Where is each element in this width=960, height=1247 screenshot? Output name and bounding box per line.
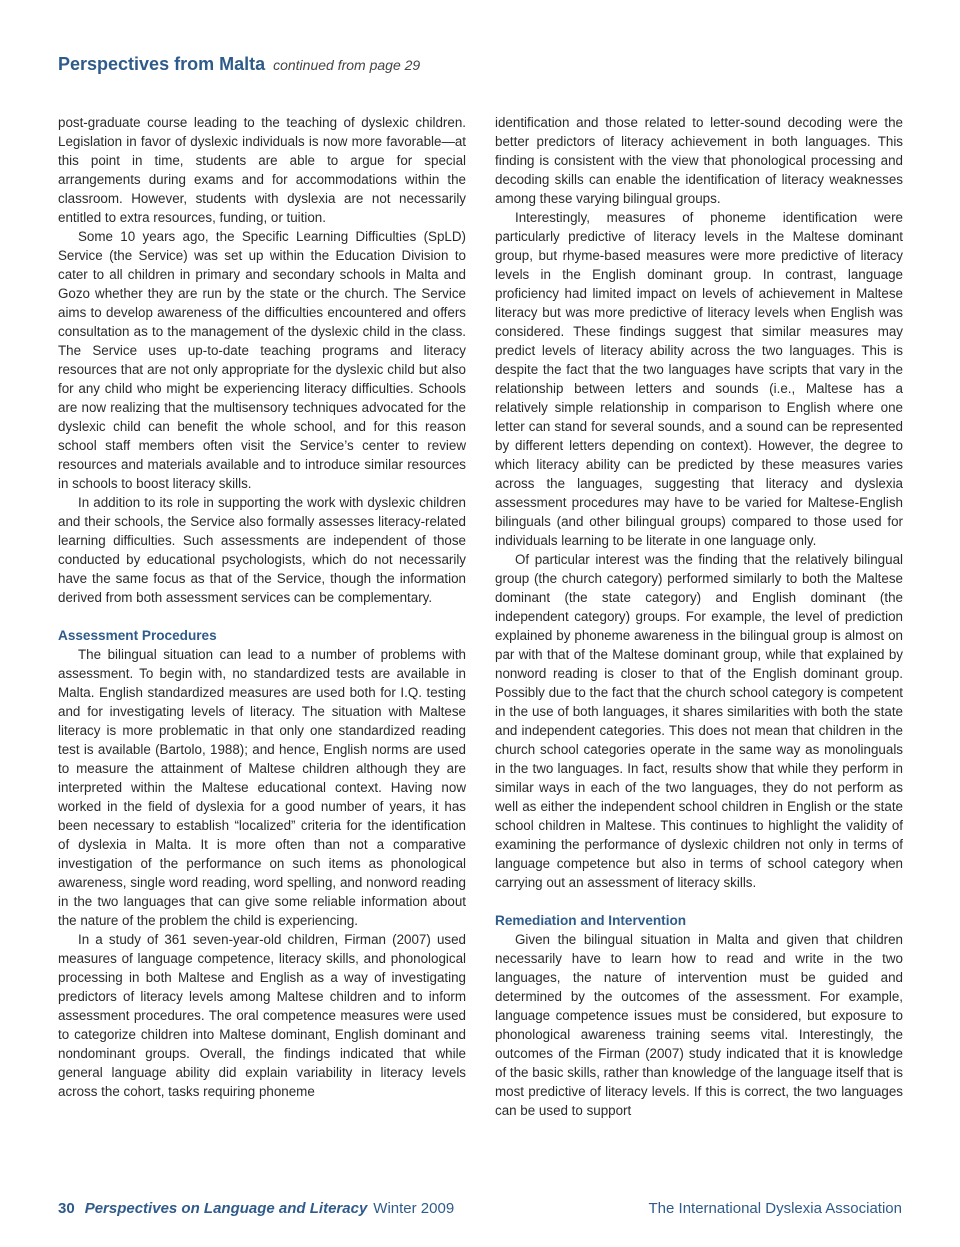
paragraph: In a study of 361 seven-year-old children, Firman (2007) used measures of language competence, literacy skills, and phonological processing in both Maltese and English as a way of investigating predictors of literacy levels among Maltese children and to inform assessment procedures. The oral competence measures were used to categorize children into Maltese dominant, English dominant and nondominant groups. Overall, the findings indicated that while general language ability did explain variability in literacy levels across the cohort, tasks requiring phoneme: [58, 932, 466, 1099]
page-footer: [58, 1200, 902, 1222]
paragraph: Given the bilingual situation in Malta and given that children necessarily have to learn how to read and write in the two languages, the nature of intervention must be guided and determined by the outcomes of the assessment. For example, language competence issues must be considered, but exposure to phonological awareness training seems vital. Interestingly, the outcomes of the Firman (2007) study indicated that it is knowledge of the basic skills, rather than knowledge of the language itself that is most predictive of literacy levels. If this is correct, the two languages can be used to support: [495, 932, 903, 1118]
page-number: 30: [58, 1200, 75, 1217]
paragraph: The bilingual situation can lead to a number of problems with assessment. To begin with, no standardized tests are available in Malta. English standardized measures are used both for I.Q. testing and for investigating levels of literacy. The situation with Maltese literacy is more problematic in that only one standardized reading test is available (Bartolo, 1988); and hence, English norms are used to measure the attainment of Maltese children although they are interpreted within the Maltese educational context. Having now worked in the field of dyslexia for a good number of years, it has been necessary to establish “localized” criteria for the identification of dyslexia in Malta. It is more often than not a comparative investigation of the performance on such items as phonological awareness, single word reading, word spelling, and nonword reading in the two languages that can give some reliable information about the nature of the problem the child is experiencing.: [58, 647, 466, 928]
paragraph: In addition to its role in supporting the work with dyslexic children and their schools, the Service also formally assesses literacy-related learning difficulties. Such assessments are independent of those conducted by educational psychologists, which do not necessarily have the same focus as that of the Service, though the information derived from both assessment services can be complementary.: [58, 495, 466, 605]
paragraph: identification and those related to letter-sound decoding were the better predictors of literacy achievement in both languages. This finding is consistent with the view that phonological processing and decoding skills can enable the identification of literacy weaknesses among these varying bilingual groups.: [495, 115, 903, 206]
issue-label: Winter 2009: [373, 1200, 455, 1217]
article-title: Perspectives from Malta: [58, 54, 266, 74]
footer-left: [58, 1200, 454, 1217]
continued-note: continued from page 29: [273, 57, 421, 73]
paragraph: post-graduate course leading to the teaching of dyslexic children. Legislation in favor of dyslexic individuals is now more favorable—at this point in time, students are able to argue for special arrangements during exams and for accommodations within the classroom. However, students with dyslexia are not necessarily entitled to extra resources, funding, or tuition.: [58, 115, 466, 225]
paragraph: Of particular interest was the finding that the relatively bilingual group (the church category) performed similarly to both the Maltese dominant (the state category) and English dominant (the independent category) groups. For example, the level of prediction explained by phoneme awareness in the bilingual group is almost on par with that of the Maltese dominant group, while that explained by nonword reading is closer to that of the English dominant group. Possibly due to the fact that the church school category is competent in the use of both languages, it shares similarities with both the state and independent categories. This does not mean that children in the church school categories operate in the same way as monolinguals in the two languages. In fact, results show that while they perform in similar ways in each of the two languages, they do not perform as well as either the independent school children in English or the state school children in Maltese. This continues to highlight the validity of examining the performance of dyslexic children not only in terms of language competence but also in terms of school category when carrying out an assessment of literacy skills.: [495, 552, 903, 890]
paragraph: Some 10 years ago, the Specific Learning Difficulties (SpLD) Service (the Service) was set up within the Education Division to cater to all children in primary and secondary schools in Malta and Gozo whether they are run by the state or the church. The Service aims to develop awareness of the difficulties encountered and offers consultation as to the management of the dyslexic child in the class. The Service uses up-to-date teaching programs and literacy resources that are not only appropriate for the dyslexic child but also for any child who might be experiencing literacy difficulties. Schools are now realizing that the multisensory techniques advocated for the dyslexic child can benefit the whole school, and for this reason school staff members often visit the Service’s center to review resources and materials available and to introduce similar resources in schools to boost literacy skills.: [58, 229, 466, 491]
left-column: [58, 113, 466, 1101]
running-header: [58, 54, 420, 75]
section-heading-assessment: Assessment Procedures: [58, 628, 217, 643]
right-column: [495, 113, 903, 1120]
paragraph: Interestingly, measures of phoneme identification were particularly predictive of literacy levels in the Maltese dominant group, but rhyme-based measures were more predictive of literacy levels in the English dominant group. In contrast, language proficiency had limited impact on levels of achievement in Maltese literacy but was more predictive of literacy levels when English was considered. These findings suggest that similar measures may predict levels of literacy ability across the two languages. This is despite the fact that the two languages have scripts that vary in the relationship between letters and sounds (i.e., Maltese has a relatively simple relationship in comparison to English where one letter can stand for several sounds, and a sound can be represented by different letters depending on context). However, the degree to which literacy ability can be predicted by these measures varies across the languages, suggesting that literacy and dyslexia assessment procedures may have to be varied for Maltese-English bilinguals (and other bilingual groups) compared to those used for individuals learning to be literate in one language only.: [495, 210, 903, 548]
publisher-name: The International Dyslexia Association: [648, 1200, 902, 1217]
section-heading-remediation: Remediation and Intervention: [495, 913, 687, 928]
journal-name: Perspectives on Language and Literacy: [84, 1200, 368, 1217]
